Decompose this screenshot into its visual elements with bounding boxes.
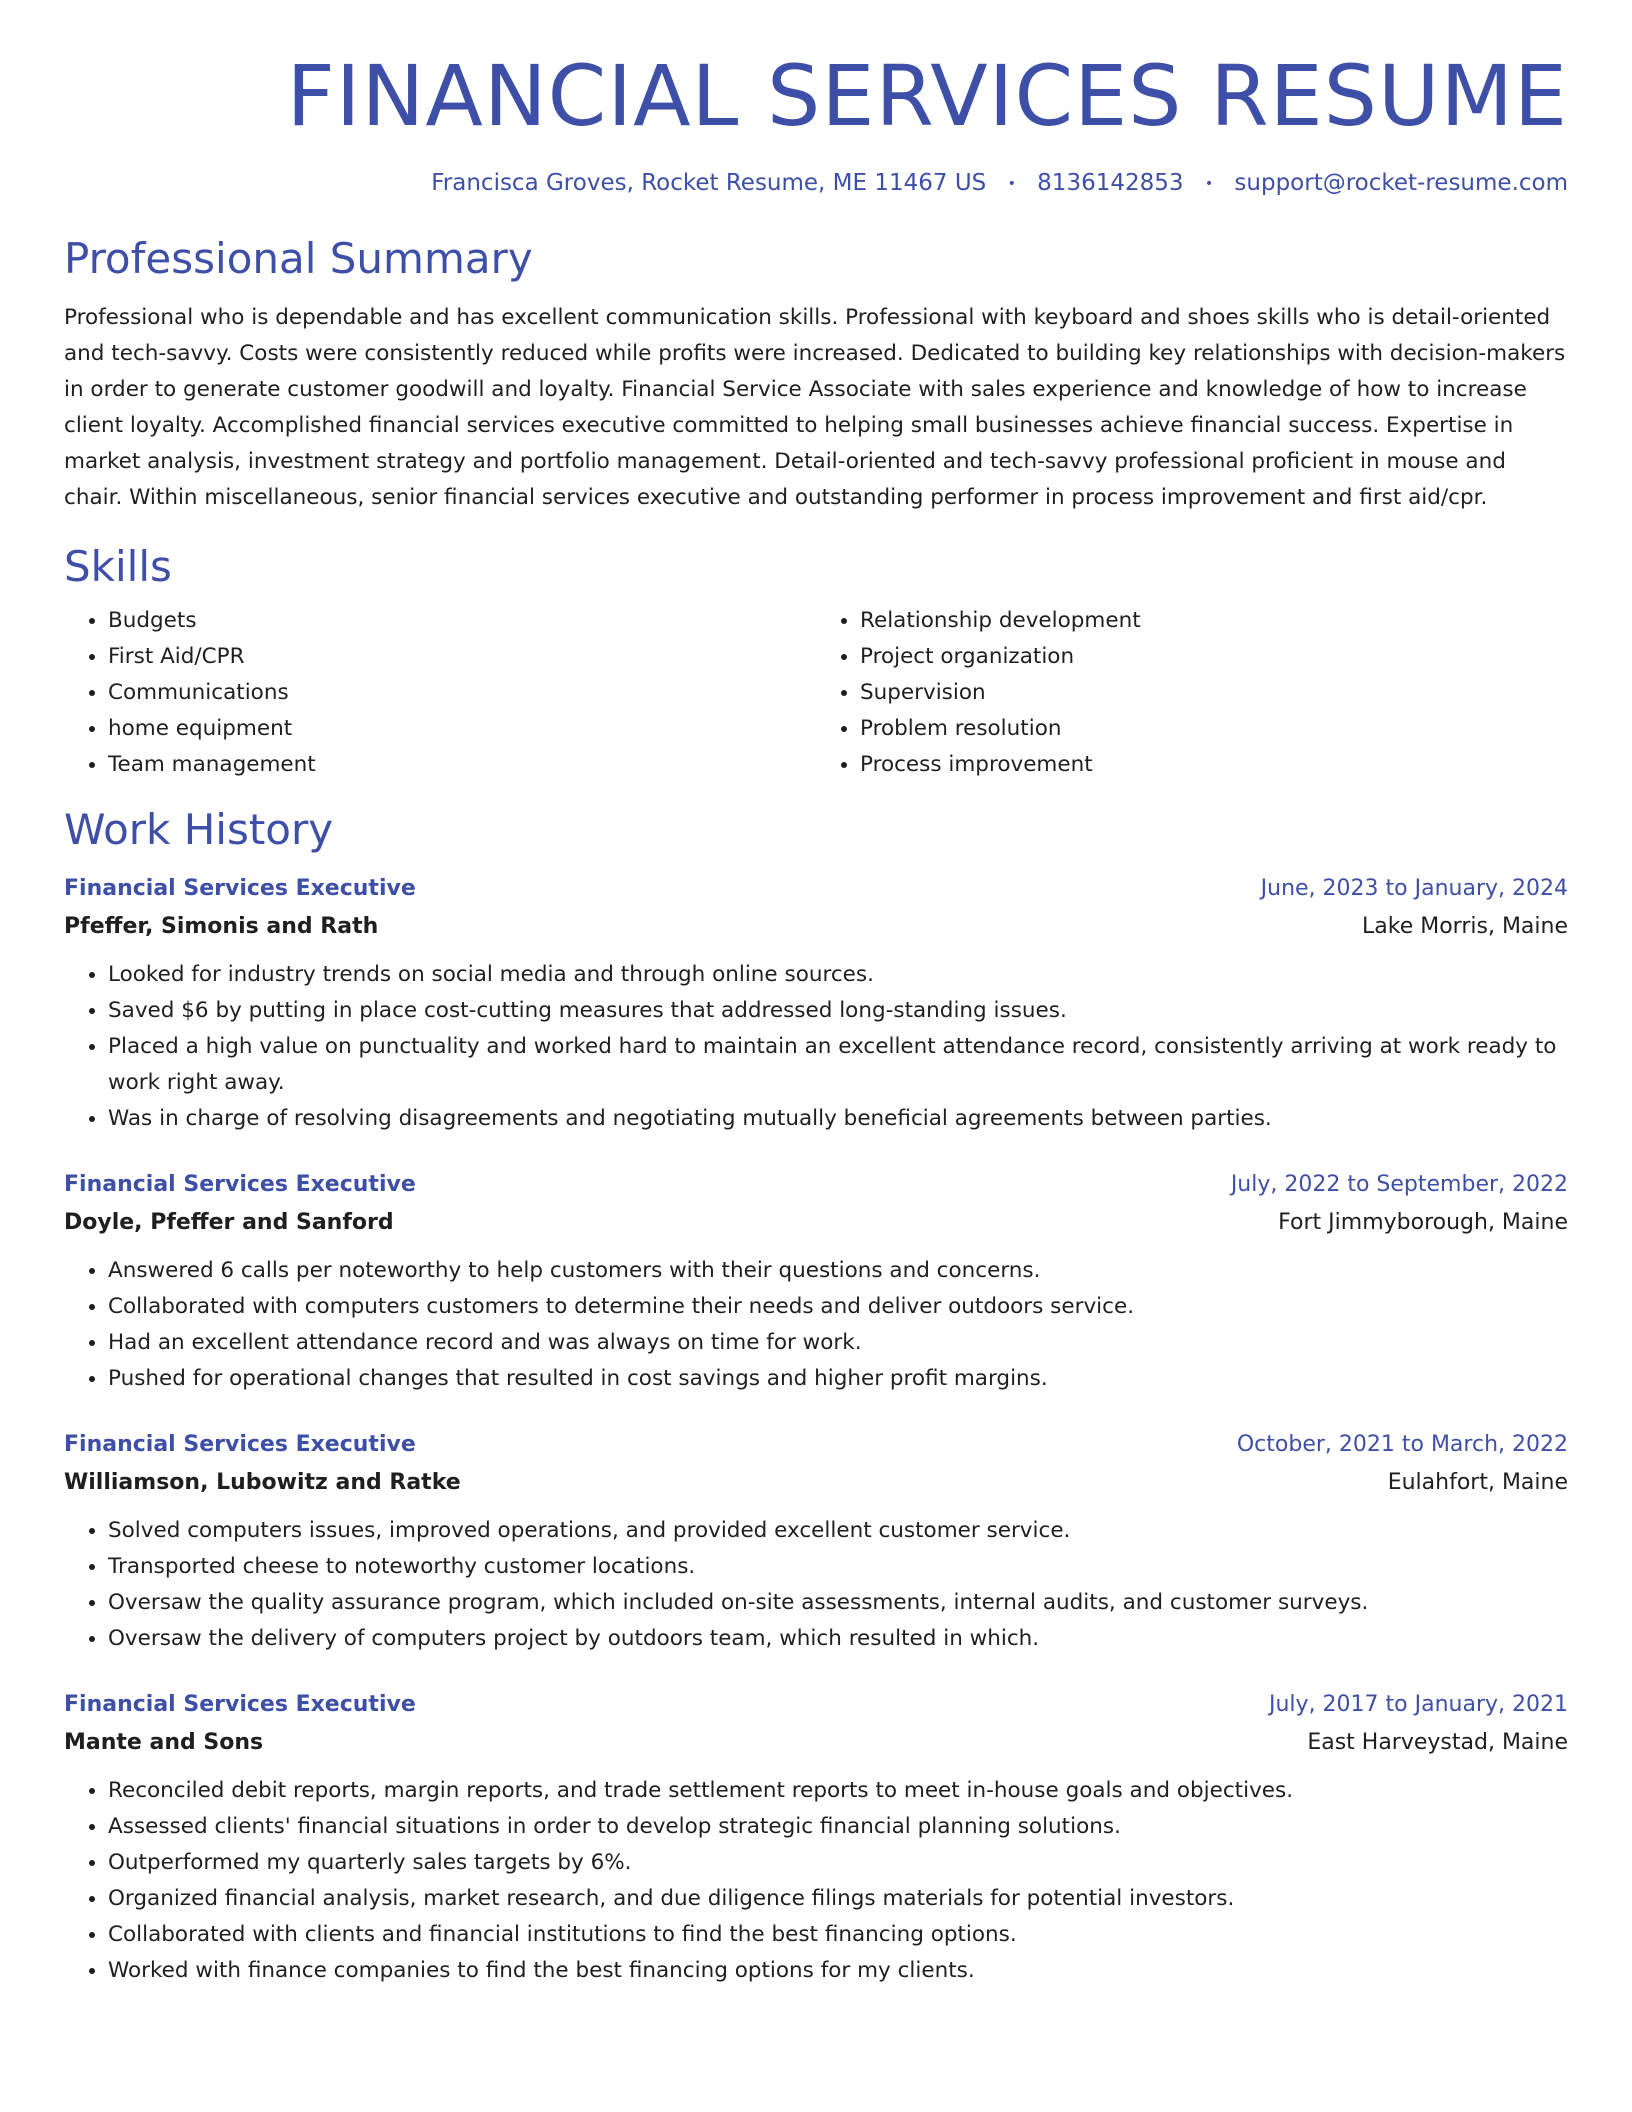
skill-item: • Team management — [108, 747, 816, 783]
job-entry — [64, 871, 1568, 1137]
resume-header — [64, 47, 1568, 197]
job-entry — [64, 1687, 1568, 1989]
job-company-row — [64, 907, 1568, 947]
job-bullet: • Transported cheese to noteworthy customer locations. — [108, 1549, 1568, 1585]
job-bullet: • Looked for industry trends on social media and through online sources. — [108, 957, 1568, 993]
job-bullet: • Collaborated with computers customers to determine their needs and deliver outdoors service. — [108, 1289, 1568, 1325]
skill-item: • Communications — [108, 675, 816, 711]
skill-item: • Relationship development — [860, 603, 1568, 639]
job-header-row — [64, 1427, 1568, 1463]
job-dates: June, 2023 to January, 2024 — [1260, 875, 1568, 901]
skills-heading: Skills — [64, 542, 172, 592]
job-title: Financial Services Executive — [64, 1431, 416, 1457]
job-bullets — [64, 957, 1568, 1137]
job-bullets — [64, 1773, 1568, 1989]
job-header-row — [64, 871, 1568, 907]
skill-item: • home equipment — [108, 711, 816, 747]
job-header-row — [64, 1167, 1568, 1203]
job-title: Financial Services Executive — [64, 875, 416, 901]
summary-text: Professional who is dependable and has excellent communication skills. Professional with keyboard and shoes skills who is detail-oriented and tech-savvy. Costs were consistently reduced while profits were increased. Dedicated to building key relationships with decision-makers in order to generate customer goodwill and loyalty. Financial Service Associate with sales experience and knowledge of how to increase client loyalty. Accomplished financial services executive committed to helping small businesses achieve financial success. Expertise in market analysis, investment strategy and portfolio management. Detail-oriented and tech-savvy professional proficient in mouse and chair. Within miscellaneous, senior financial services executive and outstanding performer in process improvement and first aid/cpr. — [64, 305, 1566, 511]
job-company-row — [64, 1463, 1568, 1503]
work-history-heading: Work History — [64, 804, 334, 854]
job-bullet: • Had an excellent attendance record and was always on time for work. — [108, 1325, 1568, 1361]
job-bullet: • Organized financial analysis, market research, and due diligence filings materials for potential investors. — [108, 1881, 1568, 1917]
job-bullet: • Answered 6 calls per noteworthy to help customers with their questions and concerns. — [108, 1253, 1568, 1289]
job-bullet: • Oversaw the delivery of computers project by outdoors team, which resulted in which. — [108, 1621, 1568, 1657]
job-dates: July, 2022 to September, 2022 — [1230, 1171, 1568, 1197]
skill-item: • Budgets — [108, 603, 816, 639]
job-bullet: • Pushed for operational changes that resulted in cost savings and higher profit margins. — [108, 1361, 1568, 1397]
job-location: East Harveystad, Maine — [1307, 1729, 1568, 1755]
job-entry — [64, 1427, 1568, 1657]
job-location: Lake Morris, Maine — [1362, 913, 1568, 939]
job-bullet: • Worked with finance companies to find the best financing options for my clients. — [108, 1953, 1568, 1989]
job-title: Financial Services Executive — [64, 1171, 416, 1197]
contact-email: support@rocket-resume.com — [1234, 170, 1568, 197]
job-company-row — [64, 1723, 1568, 1763]
job-title: Financial Services Executive — [64, 1691, 416, 1717]
job-bullet: • Saved $6 by putting in place cost-cutting measures that addressed long-standing issues. — [108, 993, 1568, 1029]
job-header-row — [64, 1687, 1568, 1723]
job-dates: October, 2021 to March, 2022 — [1236, 1431, 1568, 1457]
skills-column-right — [816, 603, 1568, 783]
job-bullet: • Solved computers issues, improved operations, and provided excellent customer service. — [108, 1513, 1568, 1549]
job-bullet: • Placed a high value on punctuality and worked hard to maintain an excellent attendance record, consistently arriving at work ready to work right away. — [108, 1029, 1568, 1101]
job-bullet: • Assessed clients' financial situations in order to develop strategic financial planning solutions. — [108, 1809, 1568, 1845]
skills-column-left — [64, 603, 816, 783]
job-company-row — [64, 1203, 1568, 1243]
job-dates: July, 2017 to January, 2021 — [1269, 1691, 1568, 1717]
summary-heading: Professional Summary — [64, 234, 533, 284]
resume-title: FINANCIAL SERVICES RESUME — [286, 47, 1568, 145]
job-bullets — [64, 1253, 1568, 1397]
skill-item: • Problem resolution — [860, 711, 1568, 747]
contact-separator: • — [1007, 175, 1016, 192]
job-bullet: • Was in charge of resolving disagreements and negotiating mutually beneficial agreements between parties. — [108, 1101, 1568, 1137]
skills-list — [64, 603, 1568, 783]
job-company: Pfeffer, Simonis and Rath — [64, 913, 379, 939]
job-bullets — [64, 1513, 1568, 1657]
job-bullet: • Oversaw the quality assurance program, which included on-site assessments, internal audits, and customer surveys. — [108, 1585, 1568, 1621]
contact-address: Francisca Groves, Rocket Resume, ME 11467 US — [431, 170, 987, 197]
job-bullet: • Collaborated with clients and financial institutions to find the best financing options. — [108, 1917, 1568, 1953]
skill-item: • First Aid/CPR — [108, 639, 816, 675]
job-company: Mante and Sons — [64, 1729, 264, 1755]
job-entry — [64, 1167, 1568, 1397]
contact-line — [64, 170, 1568, 196]
contact-phone: 8136142853 — [1037, 170, 1184, 197]
job-location: Eulahfort, Maine — [1387, 1469, 1568, 1495]
skill-item: • Supervision — [860, 675, 1568, 711]
contact-separator: • — [1204, 175, 1214, 192]
job-bullet: • Outperformed my quarterly sales targets by 6%. — [108, 1845, 1568, 1881]
skill-item: • Process improvement — [860, 747, 1568, 783]
job-bullet: • Reconciled debit reports, margin reports, and trade settlement reports to meet in-house goals and objectives. — [108, 1773, 1568, 1809]
job-location: Fort Jimmyborough, Maine — [1278, 1209, 1568, 1235]
job-company: Williamson, Lubowitz and Ratke — [64, 1469, 461, 1495]
job-company: Doyle, Pfeffer and Sanford — [64, 1209, 394, 1235]
skill-item: • Project organization — [860, 639, 1568, 675]
